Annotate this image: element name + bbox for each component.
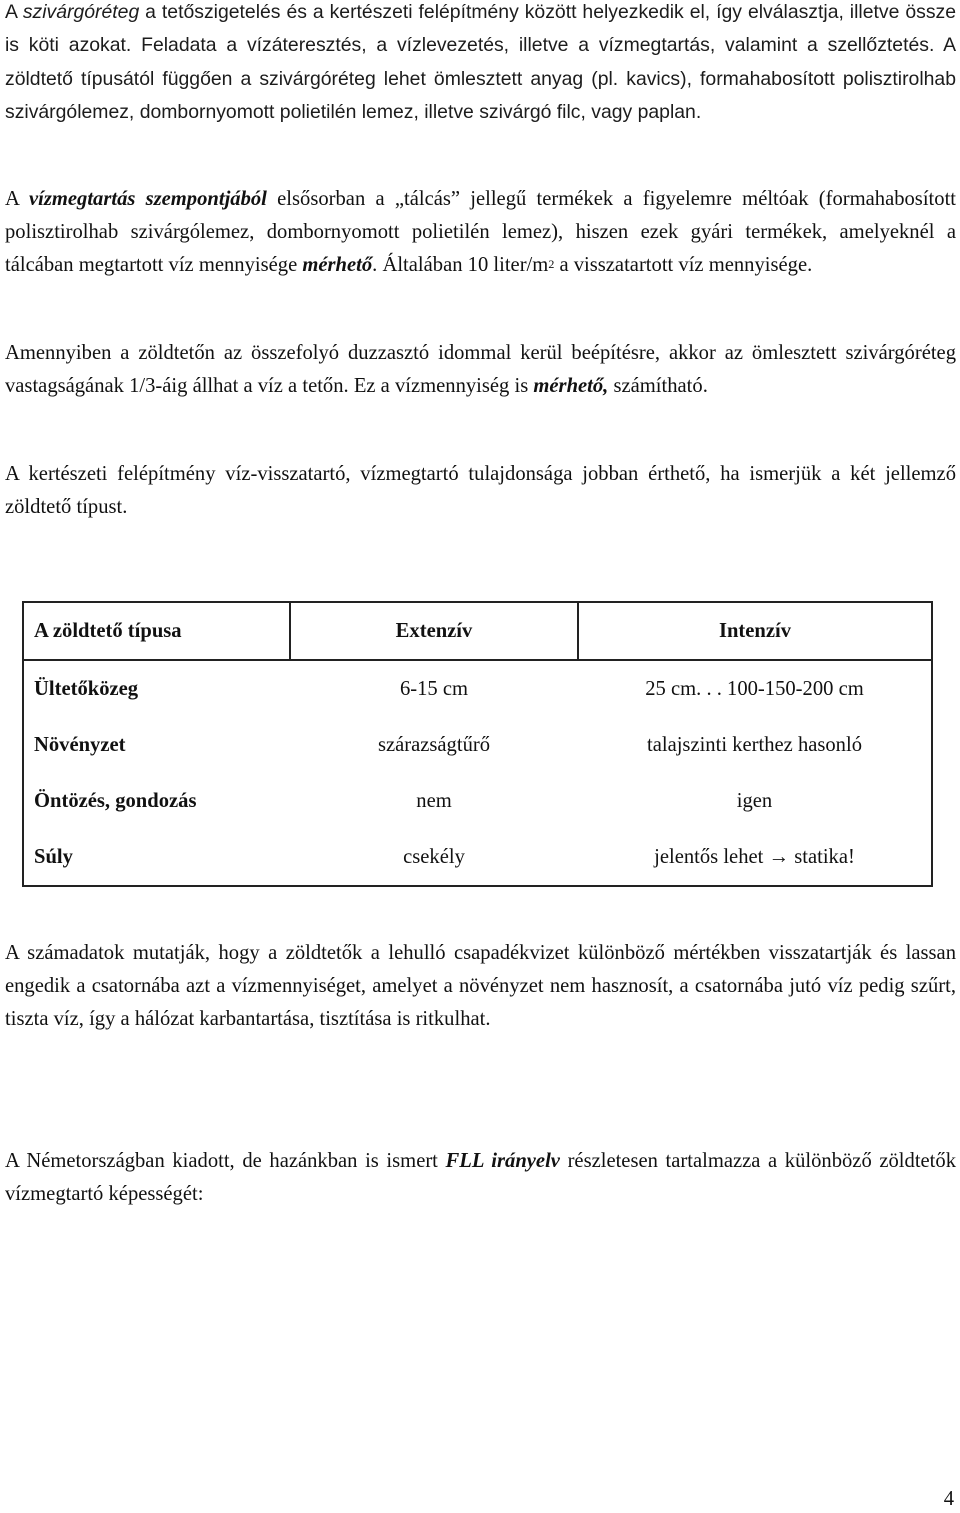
table-cell: talajszinti kerthez hasonló [646,733,863,756]
green-roof-types-table [22,601,933,887]
paragraph-text: elsősorban a „tálcás” jellegű termékek a figyelemre méltóak (formahabosított polisztirolhab szivárgólemez, dombornyomott polietilén lemez), hiszen ezek gyári termékek, amelyeknél a tálcában megtartott víz mennyisége [5,188,957,276]
emphasis-term: mérhető [302,254,373,276]
paragraph-text: A számadatok mutatják, hogy a zöldtetők a lehulló csapadékvizet különböző mértékben visszatartják és lassan engedik a csatornába azt a vízmennyiséget, amelyet a növényzet nem hasznosít, a csatornába jutó víz pedig szűrt, tiszta víz, így a hálózat karbantartása, tisztítása is ritkulhat. [5,942,956,1030]
paragraph-text: a tetőszigetelés és a kertészeti felépítmény között helyezkedik el, így elválasztja, illetve össze is köti azokat. Feladata a vízáteresztés, a vízlevezetés, illetve a vízmegtartás, valamint a szellőztetés. A zöldtető típusától függően a szivárgóréteg lehet ömlesztett anyag (pl. kavics), formahabosított polisztirolhab szivárgólemez, dombornyomott polietilén lemez, illetve szivárgó filc, vagy paplan. [5,1,956,124]
table-cell: nem [416,789,452,812]
paragraph-text: A kertészeti felépítmény víz-visszatartó, vízmegtartó tulajdonsága jobban érthető, ha ismerjük a két jellemző zöldtető típust. [5,463,956,518]
paragraph-text: számítható. [608,374,708,397]
table-cell: igen [736,789,773,812]
paragraph-text: . Általában 10 liter/m [372,254,549,276]
table-header-row [23,602,932,660]
table-cell: 6-15 cm [399,677,469,700]
paragraph-lead: A [5,1,23,23]
table-row [23,829,932,886]
paragraph-dam-fitting [5,337,956,402]
emphasis-term: vízmegtartás szempontjából [28,188,267,210]
table-header-cell: A zöldtető típusa [23,602,290,660]
emphasis-term: mérhető, [533,374,609,397]
paragraph-water-retention [5,183,956,282]
paragraph-rainwater [5,937,956,1036]
table-row-label: Öntözés, gondozás [34,789,197,812]
table-header-cell: Extenzív [290,602,578,660]
superscript: 2 [548,257,555,271]
paragraph-text: Amennyiben a zöldtetőn az összefolyó duzzasztó idommal kerül beépítésre, akkor az ömlesztett szivárgóréteg vastagságának 1/3-áig állhat a víz a tetőn. Ez a vízmennyiség is [5,342,956,397]
table-row-label: Súly [34,845,73,868]
table-row-label: Ültetőközeg [34,677,139,700]
table-cell: 25 cm. . . 100-150-200 cm [645,677,864,700]
paragraph-fll-guideline [5,1145,956,1210]
emphasis-term: szivárgóréteg [22,1,140,23]
paragraph-intro-types [5,458,956,523]
table-cell: szárazságtűrő [377,733,491,756]
table-cell: csekély [403,845,465,868]
paragraph-text: a visszatartott víz mennyisége. [554,254,813,276]
paragraph-drainage-layer [5,0,956,130]
table-row-label: Növényzet [34,733,126,756]
paragraph-text: részletesen tartalmazza a különböző zöldtetők vízmegtartó képességét: [5,1150,956,1205]
table-cell: jelentős lehet → statika! [654,845,855,868]
table-header-cell: Intenzív [578,602,932,660]
table-row [23,717,932,773]
emphasis-term: FLL irányelv [445,1150,560,1172]
paragraph-text: A Németországban kiadott, de hazánkban is ismert [5,1150,446,1172]
table-row [23,773,932,829]
paragraph-lead: A [5,188,29,210]
table-row [23,660,932,717]
page-number: 4 [943,1488,954,1510]
